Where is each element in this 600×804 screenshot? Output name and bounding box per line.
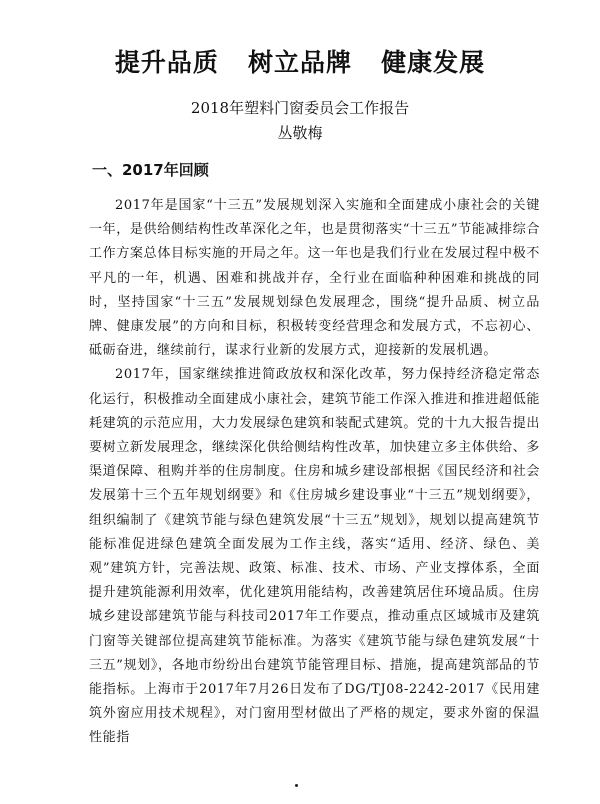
paragraph-1: 2017年是国家“十三五”发展规划深入实施和全面建成小康社会的关键一年，是供给侧结构性改革深化之年，也是贯彻落实“十三五”节能减排综合工作方案总体目标实施的开局之年。这一年也是我们行业在发展过程中极不平凡的一年，机遇、困难和挑战并存，全行业在面临种种困难和挑战的同时，坚持国家“十三五”发展规划绿色发展理念，围绕“提升品质、树立品牌、健康发展”的方向和目标，积极转变经营理念和发展方式，不忘初心、砥砺奋进，继续前行，谋求行业新的发展方式，迎接新的发展机遇。 [89, 198, 540, 359]
page-title: 提升品质 树立品牌 健康发展 [114, 48, 486, 77]
page-mark [295, 784, 298, 787]
report-subtitle: 2018年塑料门窗委员会工作报告 [190, 99, 410, 117]
paragraph-2: 2017年，国家继续推进简政放权和深化改革，努力保持经济稳定常态化运行，积极推动全面建成小康社会，建筑节能工作深入推进和推进超低能耗建筑的示范应用，大力发展绿色建筑和装配式建筑。党的十九大报告提出要树立新发展理念，继续深化供给侧结构性改革，加快建立多主体供给、多渠道保障、租购并举的住房制度。住房和城乡建设部根据《国民经济和社会发展第十三个五年规划纲要》和《住房城乡建设事业“十三五”规划纲要》，组织编制了《建筑节能与绿色建筑发展“十三五”规划》，规划以提高建筑节能标准促进绿色建筑全面发展为工作主线，落实“适用、经济、绿色、美观”建筑方针，完善法规、政策、标准、技术、市场、产业支撑体系，全面提升建筑能源利用效率，优化建筑用能结构，改善建筑居住环境品质。住房城乡建设部建筑节能与科技司2017年工作要点，推动重点区域城市及建筑门窗等关键部位提高建筑节能标准。为落实《建筑节能与绿色建筑发展“十三五”规划》，各地市纷纷出台建筑节能管理目标、措施，提高建筑部品的节能指标。上海市于2017年7月26日发布了DG/TJ08-2242-2017《民用建筑外窗应用技术规程》，对门窗用型材做出了严格的规定，要求外窗的保温性能指 [89, 367, 540, 746]
author-name: 丛敬梅 [277, 124, 323, 142]
body-text [89, 194, 540, 751]
section-heading: 一、2017年回顾 [92, 161, 209, 179]
